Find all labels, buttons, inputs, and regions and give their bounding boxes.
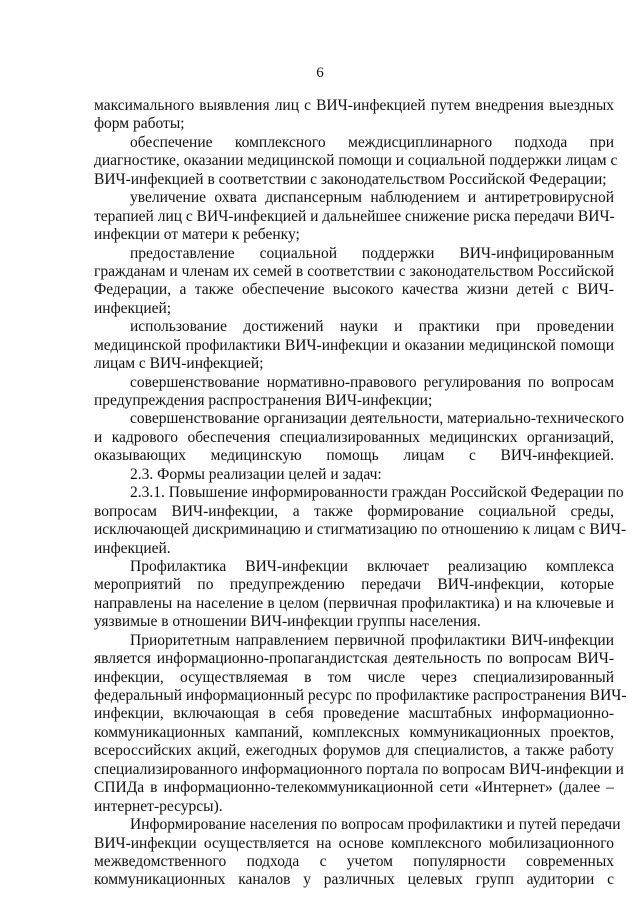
text-line: уязвимые в отношении ВИЧ-инфекции группы населения. xyxy=(94,613,481,631)
text-line: Информирование населения по вопросам профилактики и путей передачи xyxy=(130,816,621,834)
text-line: 2.3.1. Повышение информированности граждан Российской Федерации по xyxy=(130,484,624,502)
text-line: ВИЧ-инфекцией в соответствии с законодательством Российской Федерации; xyxy=(94,170,607,188)
text-line: коммуникационных кампаний, комплексных коммуникационных проектов, xyxy=(94,723,614,741)
text-line: и кадрового обеспечения специализированных медицинских организаций, xyxy=(94,428,614,446)
text-line: СПИДа в информационно-телекоммуникационной сети «Интернет» (далее – xyxy=(94,779,614,797)
text-line: совершенствование нормативно-правового регулирования по вопросам xyxy=(130,373,614,391)
text-line: межведомственного подхода с учетом популярности современных xyxy=(94,852,614,870)
text-line: предупреждения распространения ВИЧ-инфекции; xyxy=(94,392,433,409)
text-line: терапией лиц с ВИЧ-инфекцией и дальнейшее снижение риска передачи ВИЧ- xyxy=(94,207,615,225)
text-line: специализированного информационного портала по вопросам ВИЧ-инфекции и xyxy=(94,760,624,778)
text-line: мероприятий по предупреждению передачи ВИЧ-инфекции, которые xyxy=(94,576,614,594)
text-line: направлены на население в целом (первичная профилактика) и на ключевые и xyxy=(94,594,614,612)
text-line: предоставление социальной поддержки ВИЧ-инфицированным xyxy=(130,244,614,262)
text-line: федеральный информационный ресурс по профилактике распространения ВИЧ- xyxy=(94,687,627,704)
text-line: Приоритетным направлением первичной профилактики ВИЧ-инфекции xyxy=(130,631,614,649)
text-line: форм работы; xyxy=(94,115,185,133)
text-line: максимального выявления лиц с ВИЧ-инфекцией путем внедрения выездных xyxy=(94,97,614,114)
text-line: инфекции, включающая в себя проведение масштабных информационно- xyxy=(94,705,614,723)
text-line: оказывающих медицинскую помощь лицам с ВИЧ-инфекцией. xyxy=(94,447,614,465)
text-line: 2.3. Формы реализации целей и задач: xyxy=(130,465,382,483)
body-text xyxy=(94,97,627,890)
text-line: Профилактика ВИЧ-инфекции включает реализацию комплекса xyxy=(130,557,614,575)
text-line: увеличение охвата диспансерным наблюдением и антиретровирусной xyxy=(130,189,614,207)
text-line: инфекции от матери к ребенку; xyxy=(94,226,300,244)
text-line: обеспечение комплексного междисциплинарного подхода при xyxy=(130,133,614,151)
text-line: инфекцией; xyxy=(94,299,172,317)
page-number: 6 xyxy=(316,65,324,81)
text-line: исключающей дискриминацию и стигматизацию по отношению к лицам с ВИЧ- xyxy=(94,521,627,539)
text-line: гражданам и членам их семей в соответствии с законодательством Российской xyxy=(94,262,614,280)
text-line: коммуникационных каналов у различных целевых групп аудитории с xyxy=(94,871,614,889)
text-line: инфекции, осуществляемая в том числе через специализированный xyxy=(94,668,614,686)
text-line: интернет-ресурсы). xyxy=(94,797,223,815)
text-line: инфекцией. xyxy=(94,539,171,557)
text-line: вопросам ВИЧ-инфекции, а также формирование социальной среды, xyxy=(94,502,614,520)
text-line: использование достижений науки и практики при проведении xyxy=(130,318,614,336)
text-line: совершенствование организации деятельности, материально-технического xyxy=(130,410,624,428)
text-line: диагностике, оказании медицинской помощи и социальной поддержки лицам с xyxy=(94,152,618,170)
text-line: является информационно-пропагандистская деятельность по вопросам ВИЧ- xyxy=(94,650,614,668)
text-line: ВИЧ-инфекции осуществляется на основе комплексного мобилизационного xyxy=(94,834,614,852)
text-line: всероссийских акций, ежегодных форумов для специалистов, а также работу xyxy=(94,742,614,760)
text-line: Федерации, а также обеспечение высокого качества жизни детей с ВИЧ- xyxy=(94,281,614,299)
text-line: лицам с ВИЧ-инфекцией; xyxy=(94,355,264,373)
text-line: медицинской профилактики ВИЧ-инфекции и оказании медицинской помощи xyxy=(94,336,614,354)
